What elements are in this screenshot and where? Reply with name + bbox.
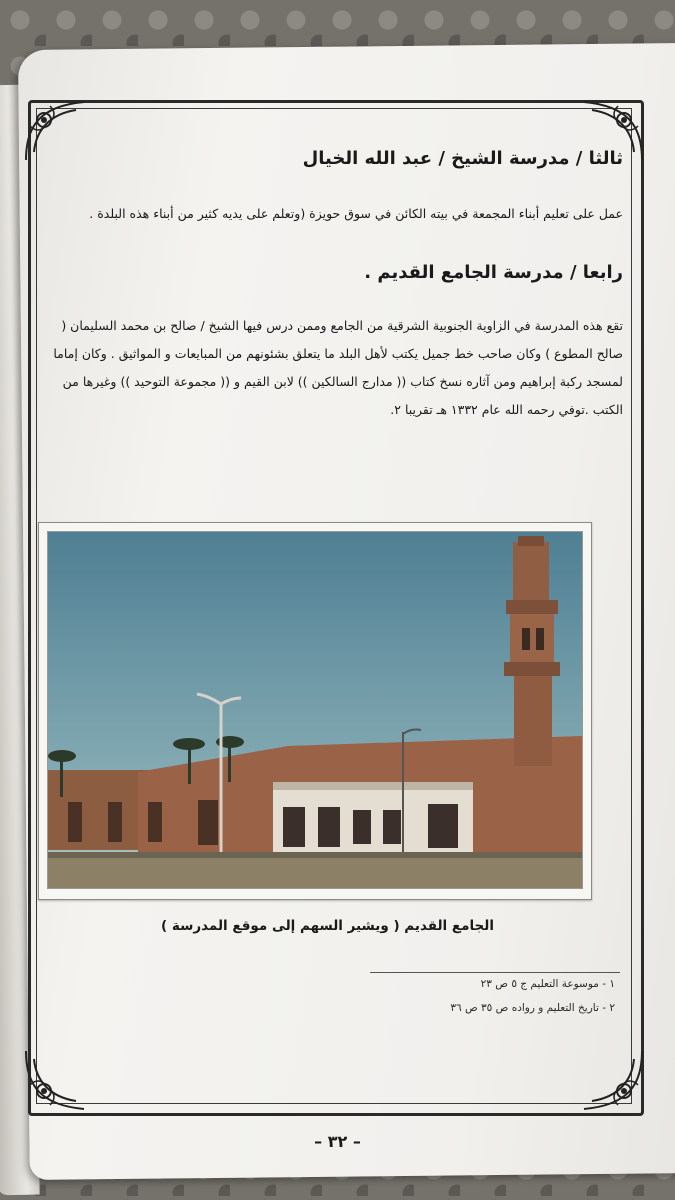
photo-caption: الجامع القديم ( ويشير السهم إلى موقع المدرسة ) xyxy=(161,918,494,934)
section-heading-4: رابعا / مدرسة الجامع القديم . xyxy=(364,262,623,283)
old-mosque-photo xyxy=(47,531,583,889)
section-paragraph-3: عمل على تعليم أبناء المجمعة في بيته الكائن في سوق حويزة (وتعلم على يديه كثير من أبناء هذه البلدة . xyxy=(89,206,623,221)
footnote-divider xyxy=(370,972,620,973)
corner-ornament-icon xyxy=(578,1045,648,1115)
mosque-photo-frame xyxy=(38,522,592,900)
page-number: – ٣٢ – xyxy=(314,1132,361,1151)
footnote-1: ١ - موسوعة التعليم ج ٥ ص ٢٣ xyxy=(480,978,615,990)
section-heading-3: ثالثا / مدرسة الشيخ / عبد الله الخيال xyxy=(302,148,623,169)
footnote-2: ٢ - تاريخ التعليم و رواده ص ٣٥ ص ٣٦ xyxy=(450,1002,615,1014)
section-paragraph-4: تقع هذه المدرسة في الزاوية الجنوبية الشرقية من الجامع وممن درس فيها الشيخ / صالح بن محمد السليمان ( صالح المطوع ) وكان صاحب خط جميل يكتب لأهل البلد ما يتعلق بشئونهم من المبايعات و المواثيق . وكان إماما لمسجد ركبة إبراهيم ومن آثاره نسخ كتاب (( مدارج السالكين )) لابن القيم و (( مجموعة التوحيد )) وغيرها من الكتب .توفي رحمه الله عام ١٣٣٢ هـ تقريبا ٢. xyxy=(53,318,623,417)
corner-ornament-icon xyxy=(20,1045,90,1115)
